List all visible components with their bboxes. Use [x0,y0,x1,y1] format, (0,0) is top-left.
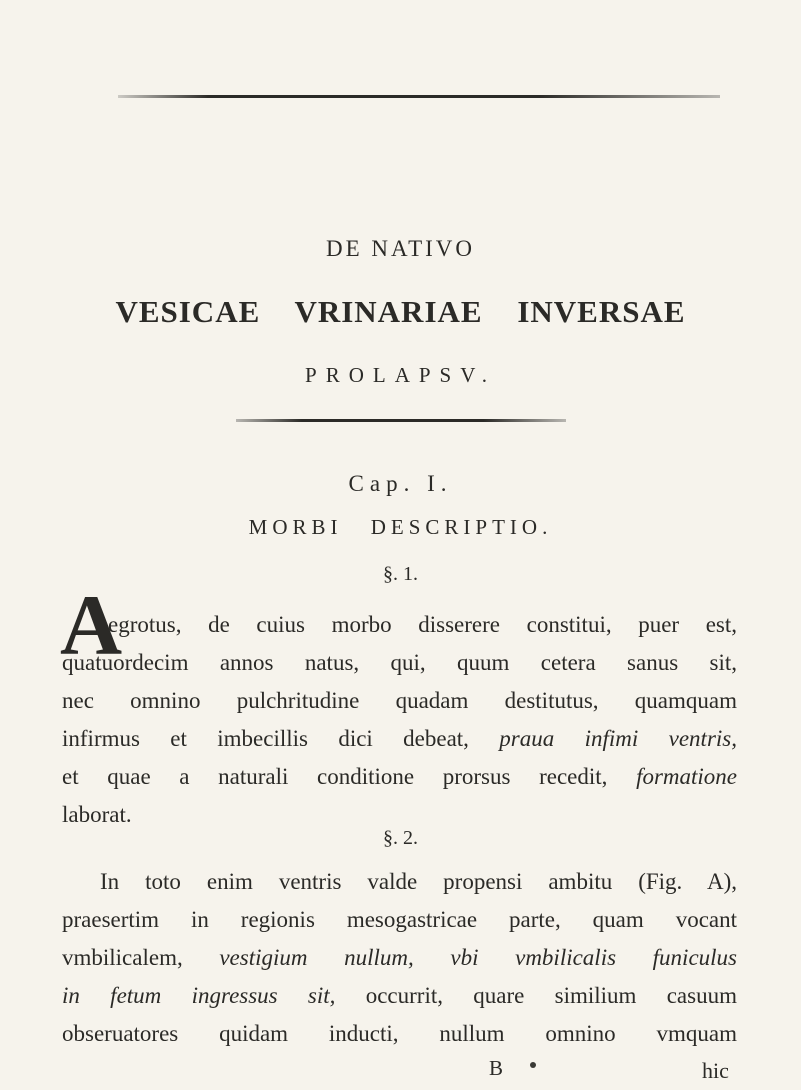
paragraph-line: In toto enim ventris valde propensi ambitu (Fig. A), [100,869,737,894]
middle-rule [236,419,566,422]
signature-mark: B [489,1056,504,1080]
paragraph-line [62,945,737,971]
section-marker-2: §. 2. [383,827,418,849]
title-line-3: PROLAPSV. [305,363,496,387]
line-text: occurrit, quare similium casuum [365,983,737,1008]
italic-phrase: praua infimi ventris, [499,726,737,751]
paragraph-line: obseruatores quidam inducti, nullum omnino vmquam [62,1021,737,1046]
paragraph-line [62,764,737,790]
paragraph-line: praesertim in regionis mesogastricae parte, quam vocant [62,907,737,932]
italic-phrase: formatione [636,764,738,789]
title-line-2: VESICAE VRINARIAE INVERSAE [115,294,686,329]
paragraph-line: nec omnino pulchritudine quadam destitutus, quamquam [62,688,737,713]
section-marker-1: §. 1. [383,563,418,585]
chapter-title: MORBI DESCRIPTIO. [248,515,553,539]
italic-phrase: in fetum ingressus sit, [62,983,336,1008]
catchword: hic [702,1058,729,1083]
paragraph-line: laborat. [62,802,132,827]
chapter-label: Cap. I. [348,471,453,496]
paragraph-line [62,983,737,1009]
paragraph-line: quatuordecim annos natus, qui, quum cetera sanus sit, [62,650,737,675]
title-line-1: DE NATIVO [325,236,475,261]
drop-initial: A [60,577,123,673]
line-text: infirmus et imbecillis dici debeat, [62,726,469,751]
italic-phrase: vestigium nullum, vbi vmbilicalis funiculus [219,945,737,970]
paragraph-line [62,726,737,752]
line-text: vmbilicalem, [62,945,183,970]
paragraph-line: egrotus, de cuius morbo disserere constitui, puer est, [108,612,737,637]
line-text: et quae a naturali conditione prorsus recedit, [62,764,608,789]
top-rule [118,95,720,98]
ink-dot [530,1062,536,1068]
